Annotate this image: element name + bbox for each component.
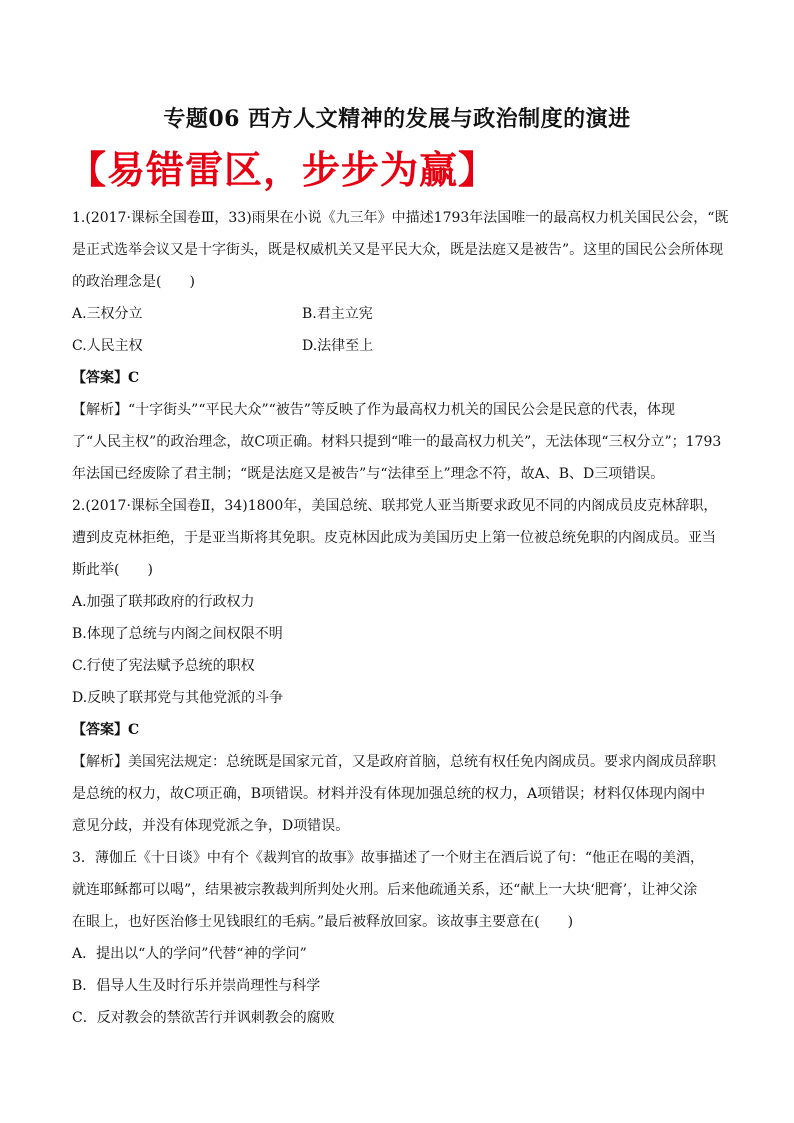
- q1-analysis-line-2: 了“人民主权”的政治理念，故C项正确。材料只提到“唯一的最高权力机关”，无法体现“三权分立”；1793: [72, 434, 722, 450]
- q1-option-b: B.君主立宪: [302, 306, 373, 322]
- q2-option-d: D.反映了联邦党与其他党派的斗争: [72, 690, 284, 706]
- q2-analysis-line-2: 是总统的权力，故C项正确，B项错误。材料并没有体现加强总统的权力，A项错误；材料仅体现内阁中: [72, 786, 706, 802]
- q2-analysis-line-3: 意见分歧，并没有体现党派之争，D项错误。: [72, 818, 350, 834]
- q2-stem-line-3: 斯此举( ): [72, 562, 153, 578]
- q1-option-a: A.三权分立: [72, 306, 143, 322]
- q1-option-c: C.人民主权: [72, 338, 143, 354]
- q1-answer: 【答案】C: [72, 370, 140, 386]
- q2-option-a: A.加强了联邦政府的行政权力: [72, 594, 255, 610]
- section-banner: 【易错雷区，步步为赢】: [68, 148, 498, 192]
- q3-stem-line-2: 就连耶稣都可以喝”，结果被宗教裁判所判处火刑。后来他疏通关系，还“献上一大块‘肥膏’，让神父涂: [72, 882, 698, 898]
- q2-analysis-line-1: 【解析】美国宪法规定：总统既是国家元首，又是政府首脑，总统有权任免内阁成员。要求内阁成员辞职: [72, 754, 716, 770]
- q2-option-b: B.体现了总统与内阁之间权限不明: [72, 626, 283, 642]
- q1-stem-line-3: 的政治理念是( ): [72, 274, 195, 290]
- q1-options-row-2: [72, 336, 732, 356]
- q1-stem-line-1: 1.(2017·课标全国卷Ⅲ，33)雨果在小说《九三年》中描述1793年法国唯一的最高权力机关国民公会，“既: [72, 210, 729, 226]
- q3-option-a: A．提出以“人的学问”代替“神的学问”: [72, 946, 307, 962]
- q3-stem-line-1: 3．薄伽丘《十日谈》中有个《裁判官的故事》故事描述了一个财主在酒后说了句：“他正在喝的美酒，: [72, 850, 705, 866]
- q2-stem-line-1: 2.(2017·课标全国卷Ⅱ，34)1800年，美国总统、联邦党人亚当斯要求政见不同的内阁成员皮克林辞职，: [72, 498, 718, 514]
- page-title: 专题06 西方人文精神的发展与政治制度的演进: [163, 106, 631, 132]
- q2-answer: 【答案】C: [72, 722, 140, 738]
- q2-stem-line-2: 遭到皮克林拒绝，于是亚当斯将其免职。皮克林因此成为美国历史上第一位被总统免职的内阁成员。亚当: [72, 530, 716, 546]
- q1-analysis-line-1: 【解析】“十字街头”“平民大众”“被告”等反映了作为最高权力机关的国民公会是民意的代表，体现: [72, 402, 675, 418]
- q3-option-c: C．反对教会的禁欲苦行并讽刺教会的腐败: [72, 1010, 335, 1026]
- q3-option-b: B．倡导人生及时行乐并崇尚理性与科学: [72, 978, 321, 994]
- q1-analysis-line-3: 年法国已经废除了君主制；“既是法庭又是被告”与“法律至上”理念不符，故A、B、D三项错误。: [72, 466, 665, 482]
- q1-option-d: D.法律至上: [302, 338, 374, 354]
- q3-stem-line-3: 在眼上，也好医治修士见钱眼红的毛病。”最后被释放回家。该故事主要意在( ): [72, 914, 574, 930]
- q2-option-c: C.行使了宪法赋予总统的职权: [72, 658, 255, 674]
- q1-options-row-1: [72, 304, 732, 324]
- q1-stem-line-2: 是正式选举会议又是十字街头，既是权威机关又是平民大众，既是法庭又是被告”。这里的国民公会所体现: [72, 242, 724, 258]
